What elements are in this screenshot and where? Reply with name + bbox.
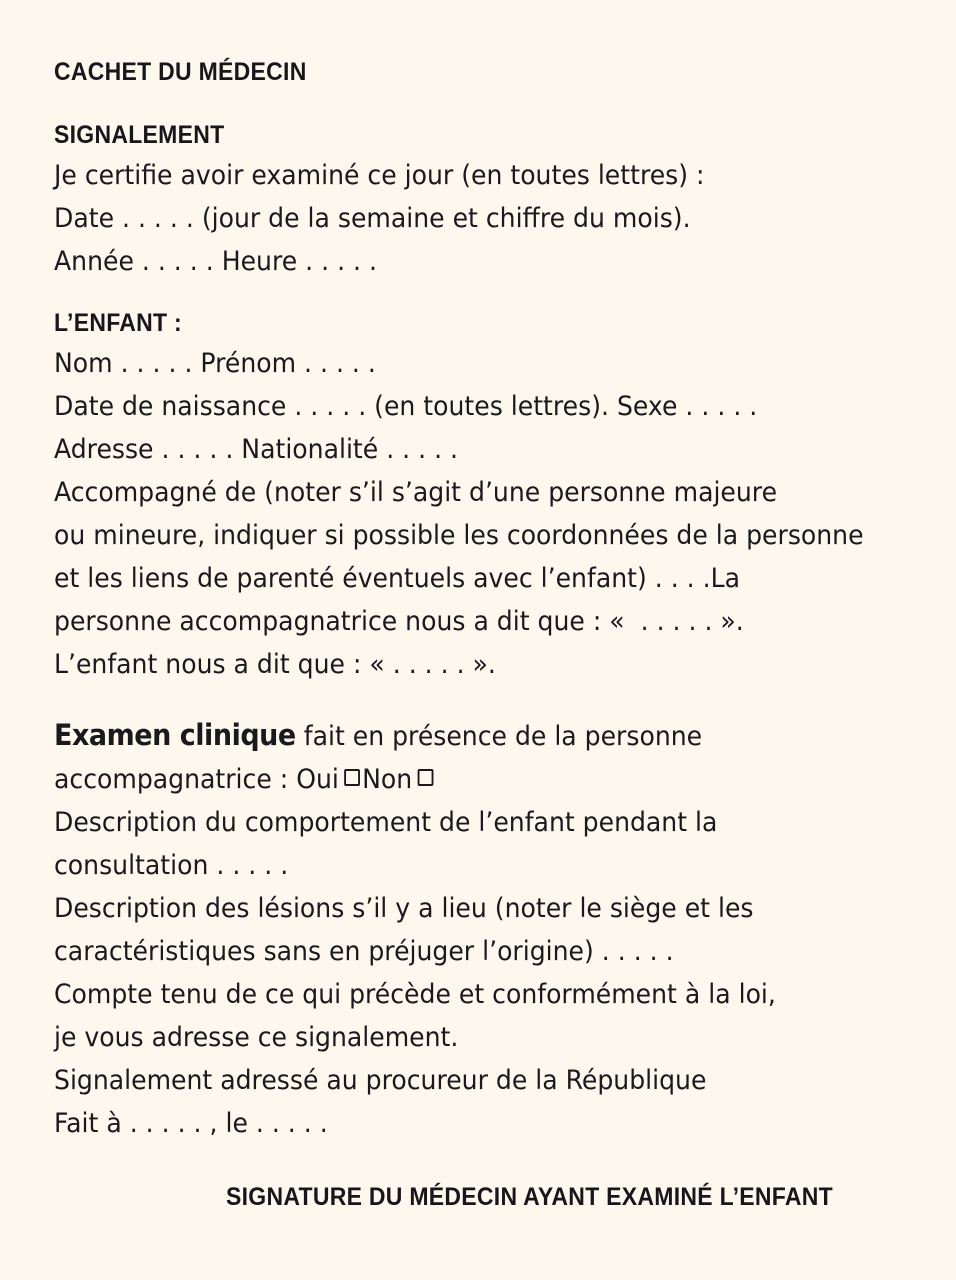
text-line: Date . . . . . (jour de la semaine et chiffre du mois). bbox=[54, 203, 691, 234]
text-line: personne accompagnatrice nous a dit que : « . . . . . ». bbox=[54, 606, 744, 637]
page-title: CACHET DU MÉDECIN bbox=[54, 58, 307, 86]
checkbox-non[interactable] bbox=[418, 769, 434, 786]
exam-checkbox-middle: Non bbox=[362, 764, 413, 795]
text-line: Nom . . . . . Prénom . . . . . bbox=[54, 348, 376, 379]
signature-label: SIGNATURE DU MÉDECIN AYANT EXAMINÉ L’ENFANT bbox=[226, 1183, 834, 1211]
text-line: Accompagné de (noter s’il s’agit d’une personne majeure bbox=[54, 477, 778, 508]
text-line: ou mineure, indiquer si possible les coordonnées de la personne bbox=[54, 520, 864, 551]
signature-block bbox=[54, 1183, 896, 1212]
text-line: caractéristiques sans en préjuger l’origine) . . . . . bbox=[54, 936, 674, 967]
text-line: Fait à . . . . . , le . . . . . bbox=[54, 1108, 328, 1139]
text-line: Je certifie avoir examiné ce jour (en toutes lettres) : bbox=[54, 160, 705, 191]
text-line: je vous adresse ce signalement. bbox=[54, 1022, 459, 1053]
text-line: Adresse . . . . . Nationalité . . . . . bbox=[54, 434, 459, 465]
text-line: Année . . . . . Heure . . . . . bbox=[54, 246, 377, 277]
text-line: Compte tenu de ce qui précède et conformément à la loi, bbox=[54, 979, 776, 1010]
section-heading-enfant: L’ENFANT : bbox=[54, 309, 182, 337]
exam-checkbox-line bbox=[54, 758, 892, 801]
checkbox-oui[interactable] bbox=[344, 769, 360, 786]
exam-lead-line bbox=[54, 714, 892, 758]
section-body-examen bbox=[54, 714, 892, 1145]
text-line: et les liens de parenté éventuels avec l’enfant) . . . .La bbox=[54, 563, 740, 594]
text-line: L’enfant nous a dit que : « . . . . . ». bbox=[54, 649, 496, 680]
section-heading-signalement: SIGNALEMENT bbox=[54, 121, 225, 149]
text-line: Description du comportement de l’enfant pendant la bbox=[54, 807, 718, 838]
exam-lead-rest: fait en présence de la personne bbox=[295, 721, 703, 752]
text-line: consultation . . . . . bbox=[54, 850, 289, 881]
text-line: Date de naissance . . . . . (en toutes lettres). Sexe . . . . . bbox=[54, 391, 758, 422]
text-line: Description des lésions s’il y a lieu (noter le siège et les bbox=[54, 893, 754, 924]
section-body-enfant bbox=[54, 342, 892, 686]
exam-checkbox-prefix: accompagnatrice : Oui bbox=[54, 764, 339, 795]
text-line: Signalement adressé au procureur de la République bbox=[54, 1065, 707, 1096]
exam-lead-label: Examen clinique bbox=[54, 718, 296, 752]
section-body-signalement bbox=[54, 154, 892, 283]
